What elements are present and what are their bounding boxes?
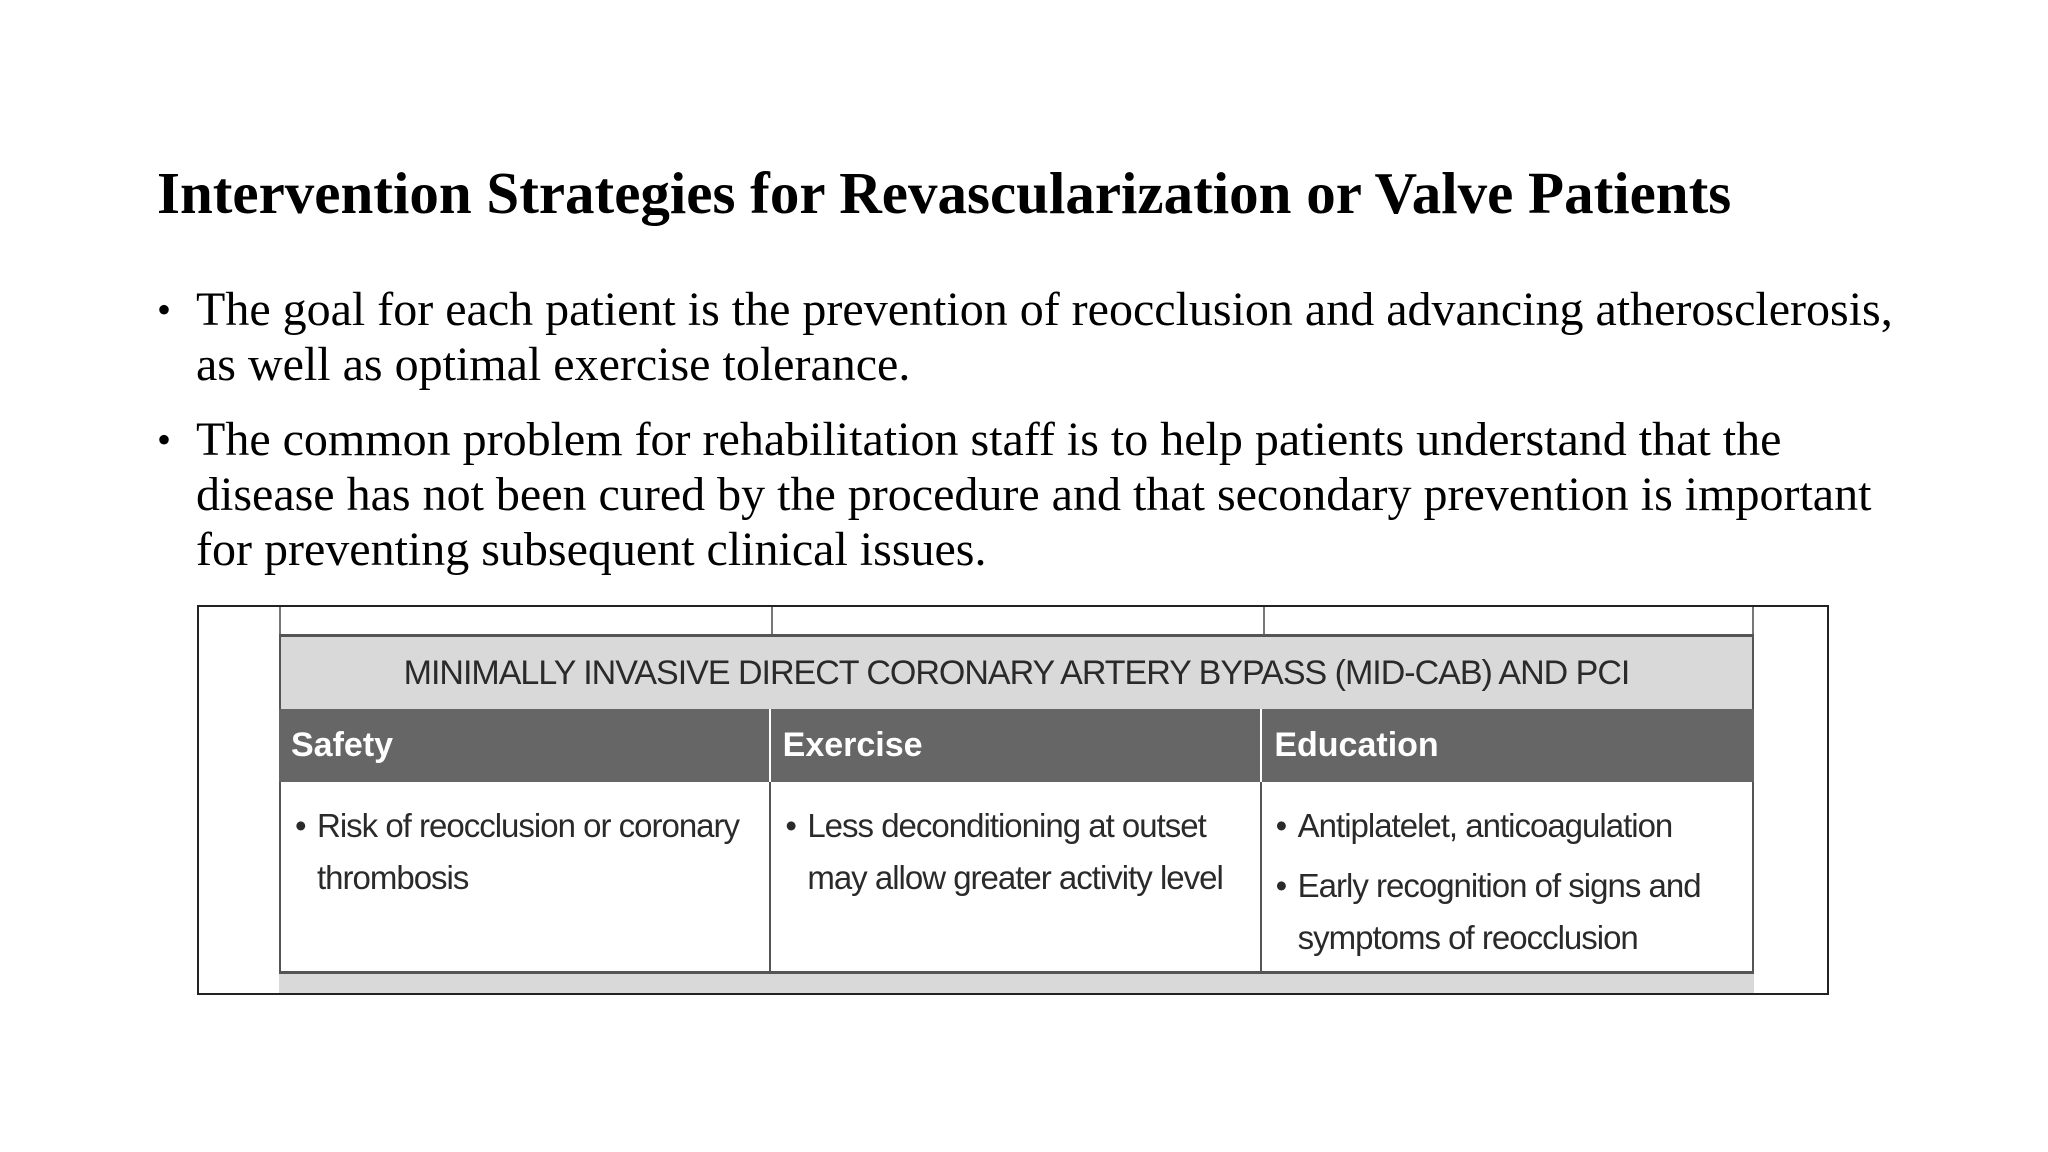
intervention-table	[279, 607, 1754, 993]
table-cell-education	[1262, 782, 1752, 971]
slide-title: Intervention Strategies for Revascularization or Valve Patients	[157, 160, 1732, 226]
table-header-safety: Safety	[279, 709, 771, 782]
bullet-text: The common problem for rehabilitation staff is to help patients understand that the disease has not been cured by the procedure and that secondary prevention is important for preventing subsequent clinical issues.	[196, 413, 1872, 576]
table-cropped-row	[279, 607, 1754, 637]
table-header-row	[279, 709, 1754, 782]
table-cell-exercise	[771, 782, 1261, 971]
cell-item: • Early recognition of signs and symptoms of reocclusion	[1276, 860, 1740, 964]
cell-item: • Risk of reocclusion or coronary thrombosis	[295, 800, 757, 904]
table-body-row	[279, 782, 1754, 974]
table-header-exercise: Exercise	[771, 709, 1263, 782]
cell-item: • Less deconditioning at outset may allow greater activity level	[785, 800, 1247, 904]
bullet-dot: •	[157, 287, 172, 332]
bullet-text: The goal for each patient is the prevention of reocclusion and advancing atherosclerosis, as well as optimal exercise tolerance.	[196, 283, 1893, 391]
table-image	[197, 605, 1829, 995]
table-cell-safety	[281, 782, 771, 971]
bullet-item	[157, 282, 1917, 392]
cell-item: • Antiplatelet, anticoagulation	[1276, 800, 1740, 852]
bullet-dot: •	[157, 417, 172, 462]
table-header-education: Education	[1274, 726, 1439, 764]
table-section-title: MINIMALLY INVASIVE DIRECT CORONARY ARTERY BYPASS (MID-CAB) AND PCI	[279, 637, 1754, 709]
table-cropped-next-section	[279, 974, 1754, 995]
bullet-item	[157, 412, 1917, 577]
bullet-list	[157, 282, 1917, 597]
